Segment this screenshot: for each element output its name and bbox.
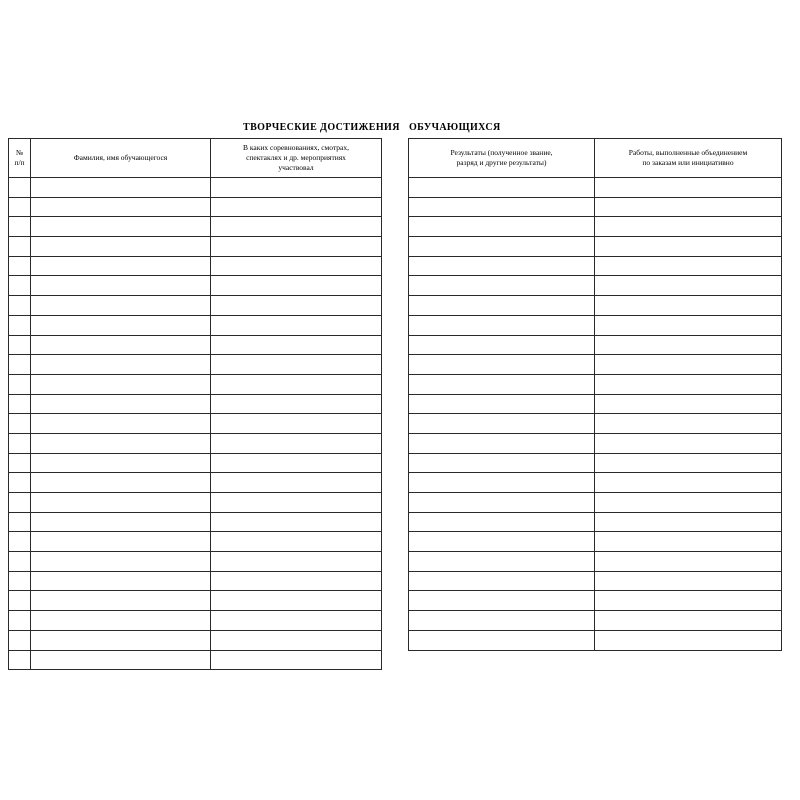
table-cell xyxy=(9,591,31,611)
table-cell xyxy=(595,296,782,316)
table-row xyxy=(409,335,782,355)
table-row xyxy=(409,611,782,631)
table-cell xyxy=(595,552,782,572)
table-cell xyxy=(595,335,782,355)
table-cell xyxy=(211,178,382,198)
column-header-results: Результаты (полученное звание, разряд и другие результаты) xyxy=(409,139,595,178)
table-cell xyxy=(595,374,782,394)
table-cell xyxy=(409,178,595,198)
table-row xyxy=(9,335,382,355)
table-cell xyxy=(31,650,211,670)
table-row xyxy=(9,552,382,572)
table-cell xyxy=(595,571,782,591)
table-cell xyxy=(9,217,31,237)
table-cell xyxy=(9,276,31,296)
table-cell xyxy=(9,453,31,473)
table-cell xyxy=(31,493,211,513)
table-row xyxy=(9,512,382,532)
table-cell xyxy=(211,296,382,316)
table-cell xyxy=(9,571,31,591)
table-cell xyxy=(595,217,782,237)
table-cell xyxy=(409,414,595,434)
table-cell xyxy=(595,453,782,473)
table-cell xyxy=(211,315,382,335)
table-cell xyxy=(9,256,31,276)
table-cell xyxy=(409,552,595,572)
table-cell xyxy=(409,276,595,296)
column-header-student-name: Фамилия, имя обучающегося xyxy=(31,139,211,178)
table-cell xyxy=(9,473,31,493)
table-cell xyxy=(595,178,782,198)
table-cell xyxy=(595,237,782,257)
table-cell xyxy=(211,355,382,375)
table-cell xyxy=(31,414,211,434)
table-body-left xyxy=(9,178,382,670)
table-row xyxy=(9,650,382,670)
table-cell xyxy=(409,296,595,316)
table-cell xyxy=(211,335,382,355)
table-cell xyxy=(211,591,382,611)
table-row xyxy=(409,355,782,375)
table-row xyxy=(9,611,382,631)
table-cell xyxy=(31,552,211,572)
table-cell xyxy=(31,611,211,631)
table-row xyxy=(9,433,382,453)
table-row xyxy=(409,217,782,237)
table-row xyxy=(409,374,782,394)
table-cell xyxy=(595,394,782,414)
table-cell xyxy=(31,256,211,276)
table-row xyxy=(409,256,782,276)
table-cell xyxy=(595,512,782,532)
table-cell xyxy=(9,237,31,257)
table-cell xyxy=(211,532,382,552)
table-cell xyxy=(409,217,595,237)
table-row xyxy=(409,532,782,552)
table-row xyxy=(9,197,382,217)
table-cell xyxy=(9,611,31,631)
table-cell xyxy=(9,650,31,670)
table-row xyxy=(409,433,782,453)
table-cell xyxy=(409,374,595,394)
table-cell xyxy=(9,335,31,355)
table-cell xyxy=(409,611,595,631)
table-cell xyxy=(211,552,382,572)
table-row xyxy=(409,197,782,217)
table-row xyxy=(9,453,382,473)
table-header-row xyxy=(9,139,382,178)
table-row xyxy=(409,178,782,198)
table-cell xyxy=(9,178,31,198)
page-title-left: ТВОРЧЕСКИЕ ДОСТИЖЕНИЯ xyxy=(243,122,400,133)
table-row xyxy=(409,414,782,434)
table-row xyxy=(409,630,782,650)
table-cell xyxy=(31,532,211,552)
table-cell xyxy=(595,256,782,276)
table-row xyxy=(9,630,382,650)
achievements-table-left xyxy=(8,138,382,670)
table-row xyxy=(409,394,782,414)
table-cell xyxy=(9,296,31,316)
table-cell xyxy=(595,532,782,552)
table-cell xyxy=(409,453,595,473)
column-header-events: В каких соревнованиях, смотрах, спектаклях и др. мероприятиях участвовал xyxy=(211,139,382,178)
table-cell xyxy=(9,414,31,434)
table-row xyxy=(9,414,382,434)
table-row xyxy=(9,296,382,316)
table-body-right xyxy=(409,178,782,651)
table-cell xyxy=(31,374,211,394)
table-cell xyxy=(9,374,31,394)
table-cell xyxy=(31,591,211,611)
table-cell xyxy=(211,394,382,414)
table-row xyxy=(9,394,382,414)
table-cell xyxy=(211,433,382,453)
table-cell xyxy=(409,512,595,532)
table-cell xyxy=(409,532,595,552)
table-header-row xyxy=(409,139,782,178)
table-cell xyxy=(409,197,595,217)
table-cell xyxy=(9,552,31,572)
achievements-table-right xyxy=(408,138,782,651)
table-cell xyxy=(409,394,595,414)
table-cell xyxy=(595,433,782,453)
table-row xyxy=(409,552,782,572)
table-cell xyxy=(409,315,595,335)
table-row xyxy=(409,512,782,532)
table-cell xyxy=(31,335,211,355)
table-cell xyxy=(31,433,211,453)
table-row xyxy=(409,276,782,296)
table-cell xyxy=(31,571,211,591)
table-cell xyxy=(595,315,782,335)
table-cell xyxy=(211,650,382,670)
table-row xyxy=(409,571,782,591)
table-cell xyxy=(9,630,31,650)
table-cell xyxy=(31,512,211,532)
table-cell xyxy=(31,197,211,217)
table-cell xyxy=(9,532,31,552)
table-cell xyxy=(409,591,595,611)
table-row xyxy=(9,571,382,591)
table-row xyxy=(9,355,382,375)
table-row xyxy=(9,374,382,394)
table-row xyxy=(9,237,382,257)
table-cell xyxy=(211,630,382,650)
table-cell xyxy=(409,237,595,257)
table-cell xyxy=(211,256,382,276)
table-cell xyxy=(9,355,31,375)
table-cell xyxy=(409,433,595,453)
table-cell xyxy=(211,453,382,473)
table-cell xyxy=(211,493,382,513)
table-cell xyxy=(211,473,382,493)
table-cell xyxy=(211,197,382,217)
table-cell xyxy=(31,296,211,316)
table-cell xyxy=(409,335,595,355)
table-cell xyxy=(211,374,382,394)
table-cell xyxy=(211,237,382,257)
table-row xyxy=(409,473,782,493)
table-cell xyxy=(9,512,31,532)
table-cell xyxy=(409,355,595,375)
table-row xyxy=(409,453,782,473)
table-cell xyxy=(409,473,595,493)
table-cell xyxy=(31,276,211,296)
table-cell xyxy=(31,453,211,473)
page-title-right: ОБУЧАЮЩИХСЯ xyxy=(409,122,501,133)
table-cell xyxy=(409,493,595,513)
table-row xyxy=(409,296,782,316)
table-cell xyxy=(9,197,31,217)
table-cell xyxy=(595,197,782,217)
table-row xyxy=(9,532,382,552)
table-cell xyxy=(595,276,782,296)
table-cell xyxy=(31,178,211,198)
table-row xyxy=(409,493,782,513)
column-header-works: Работы, выполненные объединением по заказам или инициативно xyxy=(595,139,782,178)
table-row xyxy=(9,276,382,296)
table-cell xyxy=(31,630,211,650)
table-cell xyxy=(595,630,782,650)
table-cell xyxy=(409,256,595,276)
table-cell xyxy=(595,414,782,434)
table-cell xyxy=(211,217,382,237)
table-cell xyxy=(595,473,782,493)
table-row xyxy=(9,256,382,276)
table-cell xyxy=(9,394,31,414)
table-cell xyxy=(31,237,211,257)
table-cell xyxy=(31,315,211,335)
table-cell xyxy=(31,394,211,414)
table-cell xyxy=(409,630,595,650)
table-cell xyxy=(9,493,31,513)
table-cell xyxy=(211,276,382,296)
column-header-number: № п/п xyxy=(9,139,31,178)
table-cell xyxy=(9,315,31,335)
table-cell xyxy=(409,571,595,591)
table-cell xyxy=(31,473,211,493)
table-cell xyxy=(211,611,382,631)
table-cell xyxy=(211,512,382,532)
table-row xyxy=(9,315,382,335)
table-row xyxy=(9,217,382,237)
table-row xyxy=(409,591,782,611)
table-row xyxy=(409,315,782,335)
table-cell xyxy=(595,493,782,513)
table-row xyxy=(9,178,382,198)
table-row xyxy=(9,591,382,611)
table-cell xyxy=(595,611,782,631)
table-row xyxy=(409,237,782,257)
table-cell xyxy=(31,217,211,237)
table-cell xyxy=(595,355,782,375)
table-cell xyxy=(31,355,211,375)
table-row xyxy=(9,473,382,493)
table-cell xyxy=(211,571,382,591)
table-cell xyxy=(595,591,782,611)
table-cell xyxy=(9,433,31,453)
table-cell xyxy=(211,414,382,434)
table-row xyxy=(9,493,382,513)
